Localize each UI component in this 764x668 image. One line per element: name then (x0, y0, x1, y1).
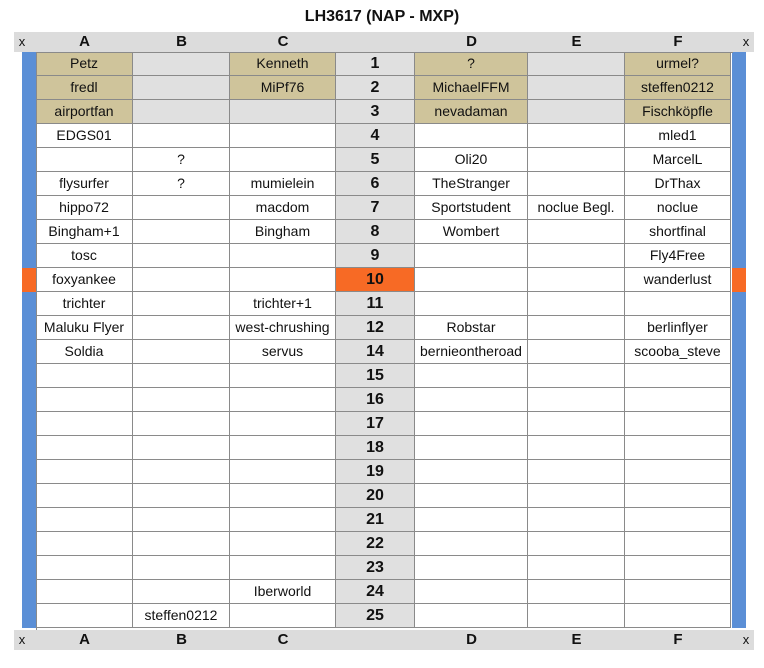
row-number: 25 (336, 604, 415, 628)
column-header-b: B (176, 33, 187, 50)
seat-4e[interactable] (528, 124, 625, 148)
seat-4f[interactable]: mled1 (625, 124, 731, 148)
close-icon[interactable]: x (738, 32, 754, 52)
row-number: 20 (336, 484, 415, 508)
seat-25d[interactable] (415, 604, 528, 628)
row-number: 19 (336, 460, 415, 484)
seat-1f[interactable]: urmel? (625, 52, 731, 76)
seat-10f[interactable]: wanderlust (625, 268, 731, 292)
seat-24b[interactable] (133, 580, 230, 604)
seat-23c[interactable] (230, 556, 336, 580)
column-header-c: C (277, 631, 289, 648)
seat-3e[interactable] (528, 100, 625, 124)
seat-12f[interactable]: berlinflyer (625, 316, 731, 340)
seat-25f[interactable] (625, 604, 731, 628)
seat-6b[interactable]: ? (133, 172, 230, 196)
seat-17b[interactable] (133, 412, 230, 436)
close-icon[interactable]: x (14, 32, 30, 52)
seat-7a[interactable]: hippo72 (36, 196, 133, 220)
seat-10b[interactable] (133, 268, 230, 292)
seat-6e[interactable] (528, 172, 625, 196)
seat-21c[interactable] (230, 508, 336, 532)
seat-18c[interactable] (230, 436, 336, 460)
seat-23e[interactable] (528, 556, 625, 580)
row-number: 15 (336, 364, 415, 388)
seat-21b[interactable] (133, 508, 230, 532)
seat-4d[interactable] (415, 124, 528, 148)
seat-11a[interactable]: trichter (36, 292, 133, 316)
seat-17f[interactable] (625, 412, 731, 436)
seat-11f[interactable] (625, 292, 731, 316)
row-number: 6 (336, 172, 415, 196)
seat-23a[interactable] (36, 556, 133, 580)
seat-6a[interactable]: flysurfer (36, 172, 133, 196)
column-header-b: B (176, 631, 187, 648)
seat-25c[interactable] (230, 604, 336, 628)
seat-1a[interactable]: Petz (36, 52, 133, 76)
seat-5b[interactable]: ? (133, 148, 230, 172)
seat-19d[interactable] (415, 460, 528, 484)
seat-7f[interactable]: noclue (625, 196, 731, 220)
column-header-a: A (79, 631, 90, 648)
seat-22d[interactable] (415, 532, 528, 556)
seat-24f[interactable] (625, 580, 731, 604)
close-icon[interactable]: x (14, 630, 30, 650)
seat-1c[interactable]: Kenneth (230, 52, 336, 76)
column-header-f: F (673, 33, 683, 50)
seat-15b[interactable] (133, 364, 230, 388)
seat-12a[interactable]: Maluku Flyer (36, 316, 133, 340)
row-number: 9 (336, 244, 415, 268)
row-number: 22 (336, 532, 415, 556)
seat-4c[interactable] (230, 124, 336, 148)
seat-22f[interactable] (625, 532, 731, 556)
seat-16e[interactable] (528, 388, 625, 412)
seat-16b[interactable] (133, 388, 230, 412)
seat-11e[interactable] (528, 292, 625, 316)
seat-5a[interactable] (36, 148, 133, 172)
close-icon[interactable]: x (738, 630, 754, 650)
column-header-e: E (571, 33, 582, 50)
side-bar-right (732, 52, 746, 628)
seat-18e[interactable] (528, 436, 625, 460)
seat-5e[interactable] (528, 148, 625, 172)
seat-8c[interactable]: Bingham (230, 220, 336, 244)
seat-14c[interactable]: servus (230, 340, 336, 364)
seat-6c[interactable]: mumielein (230, 172, 336, 196)
seat-5f[interactable]: MarcelL (625, 148, 731, 172)
seat-2c[interactable]: MiPf76 (230, 76, 336, 100)
column-header-c: C (277, 33, 289, 50)
seat-23d[interactable] (415, 556, 528, 580)
row-number: 1 (336, 52, 415, 76)
row-number: 17 (336, 412, 415, 436)
seat-16c[interactable] (230, 388, 336, 412)
row-number: 2 (336, 76, 415, 100)
seat-22b[interactable] (133, 532, 230, 556)
seat-8a[interactable]: Bingham+1 (36, 220, 133, 244)
seat-6d[interactable]: TheStranger (415, 172, 528, 196)
seat-14d[interactable]: bernieontheroad (415, 340, 528, 364)
seat-15e[interactable] (528, 364, 625, 388)
seat-4b[interactable] (133, 124, 230, 148)
seat-11d[interactable] (415, 292, 528, 316)
seat-14b[interactable] (133, 340, 230, 364)
seat-11b[interactable] (133, 292, 230, 316)
seat-12b[interactable] (133, 316, 230, 340)
seat-18f[interactable] (625, 436, 731, 460)
seat-2f[interactable]: steffen0212 (625, 76, 731, 100)
seat-25a[interactable] (36, 604, 133, 628)
seat-11c[interactable]: trichter+1 (230, 292, 336, 316)
row-number: 21 (336, 508, 415, 532)
row-number: 23 (336, 556, 415, 580)
seat-25e[interactable] (528, 604, 625, 628)
seat-2a[interactable]: fredl (36, 76, 133, 100)
seat-9b[interactable] (133, 244, 230, 268)
seat-20f[interactable] (625, 484, 731, 508)
seat-22c[interactable] (230, 532, 336, 556)
seat-10c[interactable] (230, 268, 336, 292)
row-number: 12 (336, 316, 415, 340)
seat-3a[interactable]: airportfan (36, 100, 133, 124)
seat-16a[interactable] (36, 388, 133, 412)
seat-map-grid (18, 32, 750, 648)
side-marker-right (732, 268, 746, 292)
seat-24c[interactable]: Iberworld (230, 580, 336, 604)
column-header-d: D (466, 33, 477, 50)
seat-17a[interactable] (36, 412, 133, 436)
seat-6f[interactable]: DrThax (625, 172, 731, 196)
seat-8b[interactable] (133, 220, 230, 244)
seat-8d[interactable]: Wombert (415, 220, 528, 244)
seat-21f[interactable] (625, 508, 731, 532)
seat-9e[interactable] (528, 244, 625, 268)
seat-12c[interactable]: west-chrushing (230, 316, 336, 340)
seat-24d[interactable] (415, 580, 528, 604)
seat-21e[interactable] (528, 508, 625, 532)
seat-20b[interactable] (133, 484, 230, 508)
seat-23f[interactable] (625, 556, 731, 580)
seat-3f[interactable]: Fischköpfle (625, 100, 731, 124)
seat-15a[interactable] (36, 364, 133, 388)
row-number: 14 (336, 340, 415, 364)
seat-4a[interactable]: EDGS01 (36, 124, 133, 148)
seat-23b[interactable] (133, 556, 230, 580)
seat-1e[interactable] (528, 52, 625, 76)
column-header-d: D (466, 631, 477, 648)
seat-9d[interactable] (415, 244, 528, 268)
seat-7d[interactable]: Sportstudent (415, 196, 528, 220)
seat-9c[interactable] (230, 244, 336, 268)
side-marker-left (22, 268, 36, 292)
seat-22a[interactable] (36, 532, 133, 556)
column-header-e: E (571, 631, 582, 648)
seat-19a[interactable] (36, 460, 133, 484)
seat-12d[interactable]: Robstar (415, 316, 528, 340)
seat-20e[interactable] (528, 484, 625, 508)
seat-18a[interactable] (36, 436, 133, 460)
seat-5d[interactable]: Oli20 (415, 148, 528, 172)
seat-7b[interactable] (133, 196, 230, 220)
seat-24e[interactable] (528, 580, 625, 604)
seat-25b[interactable]: steffen0212 (133, 604, 230, 628)
column-header-a: A (79, 33, 90, 50)
seat-3c[interactable] (230, 100, 336, 124)
seat-15c[interactable] (230, 364, 336, 388)
seat-3b[interactable] (133, 100, 230, 124)
row-number: 18 (336, 436, 415, 460)
row-number: 8 (336, 220, 415, 244)
seat-17e[interactable] (528, 412, 625, 436)
seat-15f[interactable] (625, 364, 731, 388)
seat-10e[interactable] (528, 268, 625, 292)
seat-14f[interactable]: scooba_steve (625, 340, 731, 364)
seat-7e[interactable]: noclue Begl. (528, 196, 625, 220)
seat-21a[interactable] (36, 508, 133, 532)
row-number: 5 (336, 148, 415, 172)
seat-15d[interactable] (415, 364, 528, 388)
page-title: LH3617 (NAP - MXP) (304, 8, 460, 25)
seat-18d[interactable] (415, 436, 528, 460)
seat-20c[interactable] (230, 484, 336, 508)
seat-8f[interactable]: shortfinal (625, 220, 731, 244)
seat-9f[interactable]: Fly4Free (625, 244, 731, 268)
seat-24a[interactable] (36, 580, 133, 604)
seat-21d[interactable] (415, 508, 528, 532)
seat-22e[interactable] (528, 532, 625, 556)
seat-16f[interactable] (625, 388, 731, 412)
seat-1d[interactable]: ? (415, 52, 528, 76)
seat-20d[interactable] (415, 484, 528, 508)
row-number: 3 (336, 100, 415, 124)
side-bar-left (22, 52, 36, 628)
seat-9a[interactable]: tosc (36, 244, 133, 268)
seat-16d[interactable] (415, 388, 528, 412)
seat-14a[interactable]: Soldia (36, 340, 133, 364)
seat-8e[interactable] (528, 220, 625, 244)
row-number: 4 (336, 124, 415, 148)
column-header-f: F (673, 631, 683, 648)
seat-10d[interactable] (415, 268, 528, 292)
seat-3d[interactable]: nevadaman (415, 100, 528, 124)
row-number: 11 (336, 292, 415, 316)
seat-2d[interactable]: MichaelFFM (415, 76, 528, 100)
seat-14e[interactable] (528, 340, 625, 364)
seat-18b[interactable] (133, 436, 230, 460)
seat-19e[interactable] (528, 460, 625, 484)
seat-1b[interactable] (133, 52, 230, 76)
seat-17d[interactable] (415, 412, 528, 436)
row-number: 16 (336, 388, 415, 412)
seat-20a[interactable] (36, 484, 133, 508)
seat-2e[interactable] (528, 76, 625, 100)
seat-19c[interactable] (230, 460, 336, 484)
seat-7c[interactable]: macdom (230, 196, 336, 220)
row-number: 10 (336, 268, 415, 292)
seat-10a[interactable]: foxyankee (36, 268, 133, 292)
seat-12e[interactable] (528, 316, 625, 340)
seat-2b[interactable] (133, 76, 230, 100)
seat-19b[interactable] (133, 460, 230, 484)
seat-19f[interactable] (625, 460, 731, 484)
row-number: 24 (336, 580, 415, 604)
seat-5c[interactable] (230, 148, 336, 172)
row-number: 7 (336, 196, 415, 220)
seat-17c[interactable] (230, 412, 336, 436)
